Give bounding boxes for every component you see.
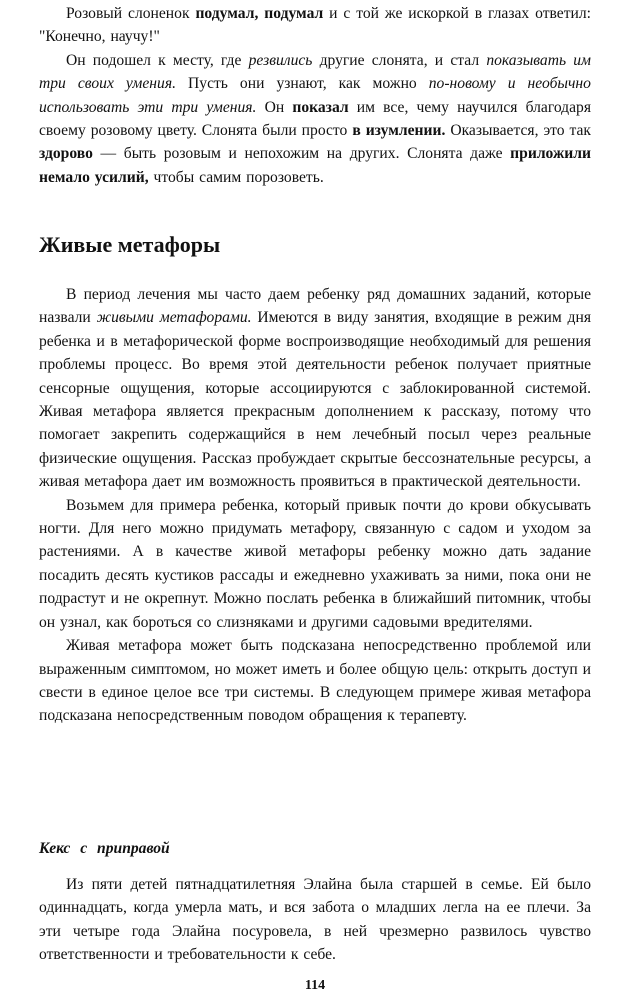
text-run: В период лечения мы часто даем ребенку ряд домашних заданий, которые назвали bbox=[39, 286, 591, 327]
paragraph: Возьмем для примера ребенка, который привык почти до крови обкусывать ногти. Для него можно придумать метафору, связанную с садом и уходом за растениями. А в качестве живой метафоры ребенку можно дать задание посадить десять кустиков рассады и ежедневно ухаживать за ними, пока они не подрастут и не окрепнут. Можно послать ребенка в ближайший питомник, чтобы он узнал, как бороться со слизняками и другими садовыми вредителями. bbox=[39, 496, 591, 631]
paragraph bbox=[39, 283, 591, 494]
bold-text: приложили немало усилий, bbox=[39, 145, 591, 186]
text-run: Он bbox=[256, 98, 293, 116]
italic-text: резвились bbox=[248, 51, 313, 69]
italic-text: показывать им три своих умения. bbox=[39, 51, 592, 93]
text-run: Оказывается, это так bbox=[445, 122, 592, 140]
italic-text: живыми метафорами. bbox=[96, 309, 252, 327]
text-run: им все, чему научился благодаря своему розовому цвету. Слонята были просто bbox=[39, 98, 591, 140]
subsection-text bbox=[39, 873, 591, 967]
text-run: — быть розовым и непохожим на других. Слонята даже bbox=[92, 145, 511, 163]
section-heading: Живые метафоры bbox=[39, 232, 221, 257]
paragraph bbox=[39, 2, 591, 49]
bold-text: здорово bbox=[39, 145, 93, 163]
paragraph: Живая метафора может быть подсказана непосредственно проблемой или выраженным симптомом, но может иметь и более общую цель: открыть доступ и свести в единое целое все три системы. В следующем примере живая метафора подсказана непосредственным поводом обращения к терапевту. bbox=[39, 637, 591, 725]
text-run: другие слонята, и стал bbox=[312, 51, 487, 69]
bold-text: подумал, подумал bbox=[195, 5, 324, 22]
bold-text: в изумлении. bbox=[352, 122, 446, 140]
paragraph: Из пяти детей пятнадцатилетняя Элайна была старшей в семье. Ей было одиннадцать, когда умерла мать, и вся забота о младших легла на ее плечи. За эти четыре года Элайна посуровела, в ней чрезмерно развилось чувство ответственности и требовательности к себе. bbox=[39, 876, 591, 964]
text-run: Пусть они узнают, как можно bbox=[175, 75, 429, 93]
text-run: и с той же искоркой в глазах ответил: "Конечно, научу!" bbox=[39, 5, 591, 46]
text-run: Он подошел к месту, где bbox=[66, 51, 249, 69]
section-text bbox=[39, 283, 591, 728]
text-run: Имеются в виду занятия, входящие в режим дня ребенка и в метафорической форме воспроизводящие необходимый для решения проблемы процесс. Во время этой деятельности ребенок получает приятные сенсорные ощущения, которые ассоциируются с заблокированной системой. Живая метафора является прекрасным дополнением к рассказу, потому что помогает закрепить содержащийся в нем лечебный посыл через реальные физические ощущения. Рассказ пробуждает скрытые бессознательные ресурсы, а живая метафора дает им возможность проявиться в практической деятельности. bbox=[39, 309, 591, 491]
bold-text: показал bbox=[292, 98, 349, 116]
italic-text: по-новому и необычно использовать эти три умения. bbox=[39, 75, 591, 116]
subsection-heading: Кекс с приправой bbox=[39, 840, 170, 857]
page-number: 114 bbox=[304, 978, 326, 993]
paragraph bbox=[39, 49, 591, 189]
text-run: Розовый слоненок bbox=[66, 5, 196, 22]
continued-story-text bbox=[39, 2, 591, 189]
text-run: чтобы самим порозоветь. bbox=[148, 168, 324, 186]
book-page bbox=[39, 0, 591, 1000]
